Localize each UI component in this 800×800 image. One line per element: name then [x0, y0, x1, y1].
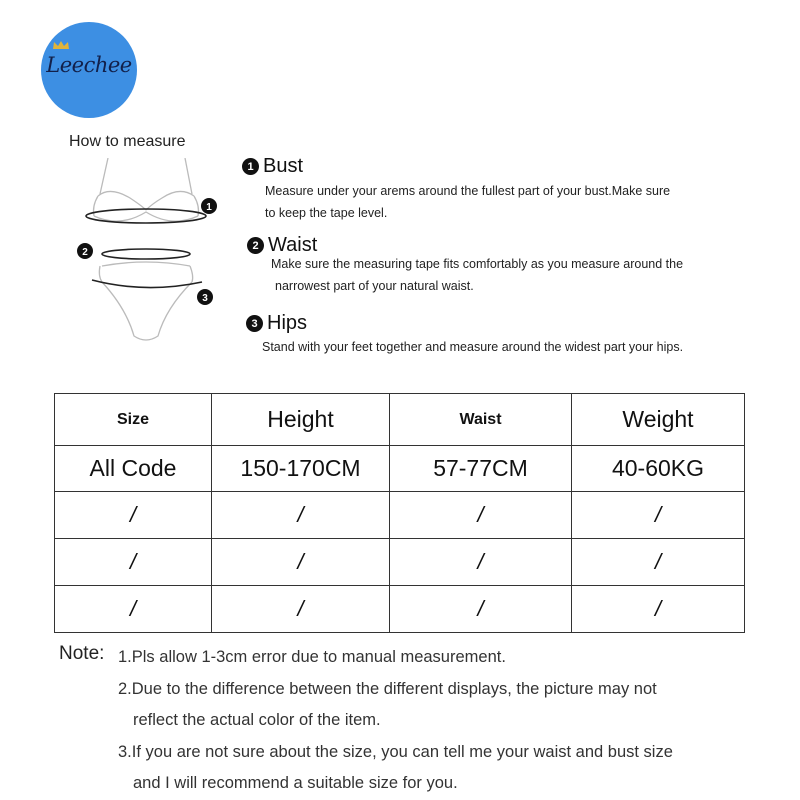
note-line-2: 2.Due to the difference between the different displays, the picture may not [118, 680, 657, 698]
cell-weight: 40-60KG [572, 446, 745, 492]
crown-icon [52, 40, 70, 50]
cell-weight: / [572, 492, 745, 539]
cell-waist: / [390, 492, 572, 539]
cell-waist: / [390, 586, 572, 633]
cell-weight: / [572, 539, 745, 586]
marker-2 [77, 243, 93, 259]
brand-name: Leechee [46, 53, 132, 77]
header-waist: Waist [390, 394, 572, 446]
cell-size: / [55, 539, 212, 586]
waist-instruction [247, 234, 683, 297]
svg-text:1: 1 [206, 202, 212, 213]
table-row [55, 586, 745, 633]
note-line-3-cont: and I will recommend a suitable size for you. [133, 774, 458, 792]
marker-3 [197, 289, 213, 305]
body-measurement-illustration [70, 158, 220, 346]
bust-desc-line-2: to keep the tape level. [265, 206, 388, 220]
marker-1 [201, 198, 217, 214]
bust-instruction [242, 155, 670, 224]
header-size: Size [55, 394, 212, 446]
note-label: Note: [59, 643, 105, 664]
number-3-icon: 3 [246, 315, 263, 332]
table-row [55, 539, 745, 586]
table-row [55, 446, 745, 492]
table-row [55, 492, 745, 539]
cell-size: All Code [55, 446, 212, 492]
bust-title: Bust [263, 155, 304, 177]
cell-height: / [212, 492, 390, 539]
note-line-2-cont: reflect the actual color of the item. [133, 711, 381, 729]
how-to-measure-title: How to measure [69, 133, 186, 150]
cell-weight: / [572, 586, 745, 633]
number-1-icon: 1 [242, 158, 259, 175]
number-2-icon: 2 [247, 237, 264, 254]
hips-instruction [246, 312, 683, 358]
waist-title: Waist [268, 234, 318, 256]
brand-logo [41, 22, 137, 118]
cell-waist: 57-77CM [390, 446, 572, 492]
cell-size: / [55, 492, 212, 539]
svg-text:3: 3 [202, 293, 208, 304]
cell-height: / [212, 586, 390, 633]
header-height: Height [212, 394, 390, 446]
hips-desc-line-1: Stand with your feet together and measure around the widest part your hips. [262, 340, 684, 354]
table-header-row [55, 394, 745, 446]
hips-title: Hips [267, 312, 308, 334]
svg-text:2: 2 [82, 247, 88, 258]
header-weight: Weight [572, 394, 745, 446]
waist-desc-line-2: narrowest part of your natural waist. [275, 279, 474, 293]
cell-height: 150-170CM [212, 446, 390, 492]
cell-height: / [212, 539, 390, 586]
note-line-1: 1.Pls allow 1-3cm error due to manual measurement. [118, 648, 506, 666]
size-table [54, 393, 745, 633]
bust-desc-line-1: Measure under your arems around the fullest part of your bust.Make sure [265, 184, 671, 198]
cell-waist: / [390, 539, 572, 586]
waist-desc-line-1: Make sure the measuring tape fits comfortably as you measure around the [271, 257, 684, 271]
cell-size: / [55, 586, 212, 633]
note-line-3: 3.If you are not sure about the size, you can tell me your waist and bust size [118, 743, 673, 761]
